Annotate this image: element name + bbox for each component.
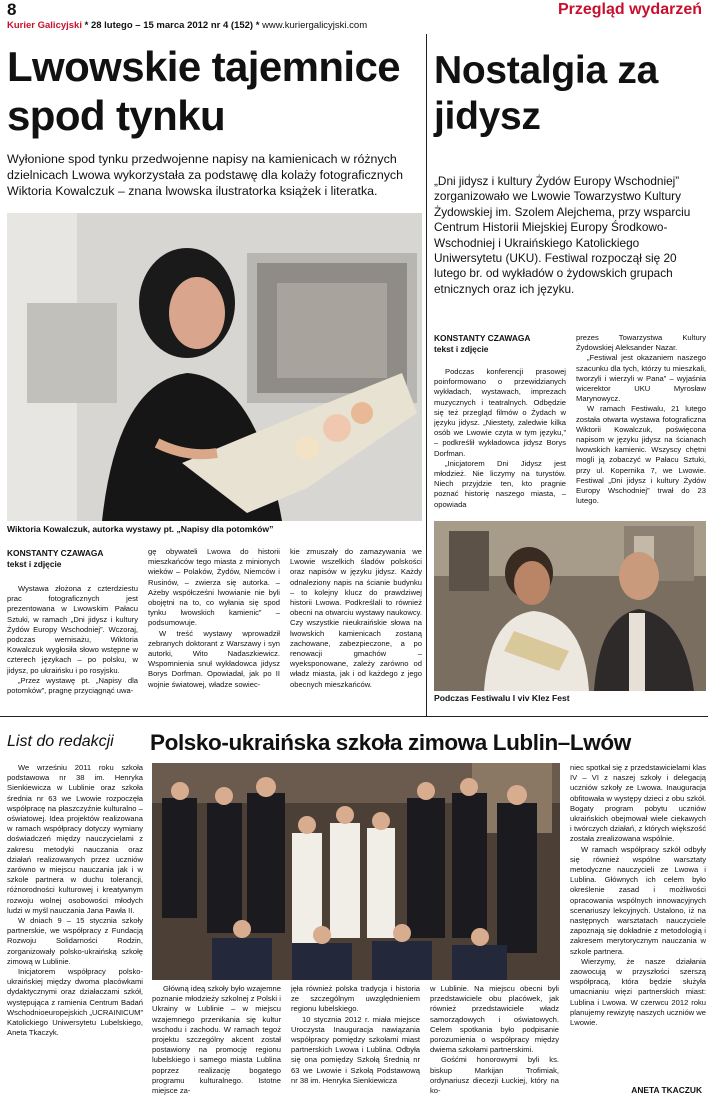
page-header [0, 0, 708, 34]
paragraph: Gośćmi honorowymi byli ks. biskup Markijan Trofimiak, ordynariusz diecezji Łuckiej, który na ko- [430, 1055, 559, 1096]
letters-header: List do redakcji [7, 733, 114, 750]
paragraph: Podczas konferencji prasowej poinformowano o przewidzianych wykładach, wystawach, imprezach muzycznych i teatralnych. Odbędzie się też przegląd filmów o Żydach w języku jidysz. „Niestety, zaledwie kilka osób we Lwowie czyta w tym języku,” – podkreślił wykładowca jidysz Borys Dorfman. [434, 367, 566, 458]
article1-photo-caption: Wiktoria Kowalczuk, autorka wystawy pt. „Napisy dla potomków” [7, 524, 274, 534]
paragraph: kie zmuszały do zamazywania we Lwowie wszelkich śladów polskości oraz napisów w języku jidysz. Każdy odnaleziony napis na ścianie budynku – to kolejny klucz do prawdziwej historii Lwowa. Podkreślali to również obecni na otwarciu wystawy naukowcy. Czy wszystkie nieukraińskie słowa na lwowskich kamienicach zostaną zachowane, zabezpieczone, a po renowacji gmachów – wyeksponowane, zależy zarówno od władz miasta, jak i od każdego z jego obecnych mieszkańców. [290, 547, 422, 689]
article2-column-2 [576, 333, 706, 519]
paragraph: w Lublinie. Na miejscu obecni byli przedstawiciele obu placówek, jak również przedstawiciele władz samorządowych i oświatowych. Celem spotkania było podpisanie porozumienia o współpracy między dwiema szkołami partnerskimi. [430, 984, 559, 1055]
article1-column-1 [7, 584, 138, 712]
article1-photo [7, 213, 422, 521]
site-url[interactable]: www.kuriergalicyjski.com [262, 20, 368, 31]
paragraph: Wierzymy, że nasze działania zaowocują w przyszłości szerszą współpracą, która będzie służyła umacnianiu więzi partnerskich miast: Lublina i Lwowa. W czerwcu 2012 roku planujemy rewizytę naszych uczniów we Lwowie. [570, 956, 706, 1028]
section-divider [0, 716, 708, 717]
article1-lead: Wyłonione spod tynku przedwojenne napisy na kamienicach w różnych dzielnicach Lwowa wykorzystała za podstawę dla kolaży fotograficznych Wiktoria Kowalczuk – znana lwowska ilustratorka książek i literatka. [7, 152, 404, 198]
article3-group-photo [152, 763, 560, 980]
paragraph: We wrześniu 2011 roku szkoła podstawowa nr 38 im. Henryka Sienkiewicza w Lublinie oraz szkoła średnia nr 63 we Lwowie rozpoczęła współpracę na płaszczyźnie kulturalno – oświatowej. Idea projektów realizowana w ramach współpracy dotyczy wymiany doświadczeń między nauczycielami z zakresu metodyki nauczania oraz działań realizowanych przez uczniów zarówno w miejscu nauczania jak i w szkole partnera w duchu tolerancji, różnorodności kulturowej i kreatywnym rozwoju wolnej osobowości młodych ludzi w myśl nauczania Jana Pawła II. [7, 763, 143, 915]
article3-signoff: ANETA TKACZUK [631, 1085, 702, 1095]
paragraph: niec spotkał się z przedstawicielami klas IV – VI z naszej szkoły i delegacją uczniów szkoły ze Lwowa. Inauguracja obfitowała w występy dzieci z obu szkół. Bogaty program pobytu uczniów ukraińskich obejmował wiele ciekawych i twórczych działań, z których większość została zrealizowana wspólnie. [570, 763, 706, 844]
article2-title: Nostalgia za jidysz [434, 49, 658, 138]
article1-author: KONSTANTY CZAWAGA tekst i zdjęcie [7, 548, 104, 569]
paragraph: jęła również polska tradycja i historia ze szczególnym uwzględnieniem regionu lubelskiego. [291, 984, 420, 1014]
article3-column-b2 [291, 984, 420, 1097]
article3-column-right [570, 763, 706, 1083]
article3-column-b3 [430, 984, 559, 1097]
paragraph: W ramach współpracy szkół odbyły się również wspólne warsztaty metodyczne nauczycieli ze Lwowa i Lublina. Głównych ich celem było określenie zasad i możliwości opracowania wspólnych innowacyjnych scenariuszy lekcyjnych. Ustalono, iż na następnych warsztatach nauczyciele zapoznają się dokładnie z metodologią i zakresem merytorycznym nauczania w szkole partnera. [570, 844, 706, 956]
paragraph: „Festiwal jest okazaniem naszego szacunku dla tych, którzy tu mieszkali, tworzyli i wierzyli w Pana” – wyjaśnia wicerektor UKU Myrosław Marynowycz. [576, 353, 706, 404]
issue-info: * 28 lutego – 15 marca 2012 nr 4 (152) * [84, 20, 260, 31]
paragraph: „Przez wystawę pt. „Napisy dla potomków”, pragnę przyciągnąć uwa- [7, 675, 138, 696]
paragraph: W dniach 9 – 15 stycznia szkoły partnerskie, we współpracy z Fundacją Rozwoju Solidarności Rodzin, zorganizowały polsko-ukraińską szkołę zimową w Lublinie. [7, 916, 143, 966]
section-title: Przegląd wydarzeń [557, 1, 702, 18]
paragraph: 10 stycznia 2012 r. miała miejsce Uroczysta Inauguracja nawiązania współpracy pomiędzy szkołami miast partnerskich Lwowa i Lublina. Odbyła się ona pomiędzy Szkołą Średnią nr 63 we Lwowie i Szkołą Podstawową nr 38 im. Henryka Sienkiewicza [291, 1014, 420, 1085]
article3-column-left [7, 763, 143, 1097]
page-number: 8 [7, 0, 17, 19]
article2-lead: „Dni jidysz i kultury Żydów Europy Wschodniej” zorganizowało we Lwowie Towarzystwo Kultury Żydowskiej im. Szolem Alejchema, przy wsparciu Centrum Historii Miejskiej Europy Środkowo-Wschodniej i Ukraińskiego Katolickiego Uniwersytetu (UKU). Festiwal rozpoczął się 20 lutego br. od wykładów o żydowskich grupach etnicznych oraz ich języku. [434, 174, 691, 296]
article2-photo [434, 521, 706, 691]
paragraph: Inicjatorem współpracy polsko-ukraińskiej między dwoma placówkami dydaktycznymi oraz działaczami szkół, występująca z ramienia Centrum Badań Wschodnioeuropejskich „UCRAINICUM” Katolickiego Uniwersytetu Lubelskiego, Aneta Tkaczyk. [7, 967, 143, 1038]
article1-column-3 [290, 547, 422, 712]
paragraph: „Inicjatorem Dni Jidysz jest młodzież. Nie liczymy na turystów. Niech przyjdzie ten, kto pragnie poznać historię naszego miasta, – opowiada [434, 458, 566, 509]
article1-title: Lwowskie tajemnice spod tynku [7, 43, 401, 139]
article1-column-2 [148, 547, 280, 712]
paragraph: W treść wystawy wprowadził zebranych doktorant z Warszawy i syn autorki, Wito Nadaszkiewicz. Wspomnienia snuł wykładowca jidysz Borys Dorfman. Opowiadał, jak po II wojnie światowej, władze sowiec- [148, 628, 280, 689]
brand-name: Kurier Galicyjski [7, 20, 82, 31]
article2-author: KONSTANTY CZAWAGA tekst i zdjęcie [434, 333, 531, 354]
paragraph: W ramach Festiwalu, 21 lutego została otwarta wystawa fotograficzna Wiktorii Kowalczuk, poświęcona napisom w języku jidysz na ścianach lwowskich kamienic. Wszyscy chętni mogli ją zobaczyć w Pałacu Sztuki, przy ul. Kopernika 7, we Lwowie. Festiwal „Dni jidysz i kultury Żydów Europy Wschodniej” trwał do 23 lutego. [576, 404, 706, 506]
column-divider [426, 34, 427, 716]
article3-column-b1 [152, 984, 281, 1097]
paragraph: Główną ideą szkoły było wzajemne poznanie młodzieży szkolnej z Polski i Ukrainy w Lublinie – w miejscu wzajemnego przenikania się kultur wschodu i zachodu. W ramach tegoż projektu szczególny akcent został postawiony na promocję regionu lubelskiego i samego miasta Lublina poprzez realizację bogatego programu kulturalnego. Istotne miejsce za- [152, 984, 281, 1096]
paragraph: gę obywateli Lwowa do historii mieszkańców tego miasta z minionych wieków – Polaków, Żydów, Niemców i Rusinów, – zwierza się autorka. – Ażeby współcześni lwowianie nie byli obojętni na to, co wyłania się spod tynku lwowskich kamienic” – podsumowuje. [148, 547, 280, 628]
paragraph: Wystawa złożona z czterdziestu prac fotograficznych jest prezentowana w Lwowskim Pałacu Sztuki, w ramach „Dni jidysz i kultury Żydów Europy Wschodniej”. Wczoraj, podczas wernisażu, Wiktoria Kowalczuk wygłosiła słowo wstępne w czterech językach – po polsku, w jidysz, po ukraińsku i po rosyjsku. [7, 584, 138, 675]
paragraph: prezes Towarzystwa Kultury Żydowskiej Aleksander Nazar. [576, 333, 706, 353]
article2-photo-caption: Podczas Festiwalu I viv Klez Fest [434, 693, 570, 703]
article3-title: Polsko-ukraińska szkoła zimowa Lublin–Lwów [150, 730, 631, 755]
article2-column-1 [434, 367, 566, 519]
masthead [7, 20, 367, 31]
